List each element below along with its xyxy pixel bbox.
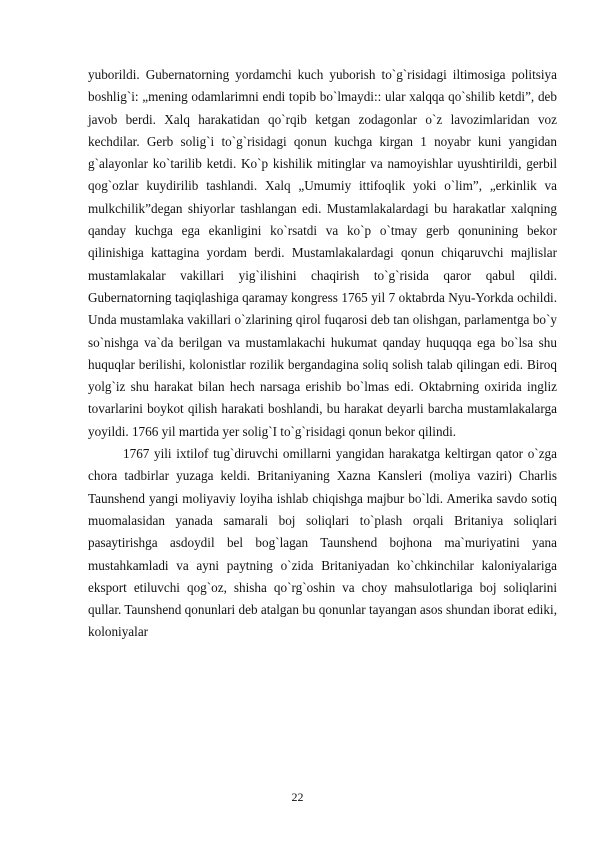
page-number: 22 (291, 790, 304, 804)
page-body (88, 64, 557, 644)
paragraph-2: 1767 yili ixtilof tug`diruvchi omillarni yangidan harakatga keltirgan qator o`zga chora tadbirlar yuzaga keldi. Britaniyaning Xazna Kansleri (moliya vaziri) Charlis Taunshend yangi moliyaviy loyiha ishlab chiqishga majbur bo`ldi. Amerika savdo sotiq muomalasidan yanada samarali boj soliqlari to`plash orqali Britaniya soliqlari pasaytirishga asdoydil bel bog`lagan Taunshend bojhona ma`muriyatini yana mustahkamladi va ayni paytning o`zida Britaniyadan ko`chkinchilar kaloniyalariga eksport etiluvchi qog`oz, shisha qo`rg`oshin va choy mahsulotlariga boj soliqlarini qullar. Taunshend qonunlari deb atalgan bu qonunlar tayangan asos shundan iborat ediki, koloniyalar (88, 446, 557, 640)
paragraph-1: yuborildi. Gubernatorning yordamchi kuch yuborish to`g`risidagi iltimosiga politsiya boshlig`i: „mening odamlarimni endi topib bo`lmaydi:: ular xalqqa qo`shilib ketdi”, deb javob berdi. Xalq harakatidan qo`rqib ketgan zodagonlar o`z lavozimlaridan voz kechdilar. Gerb solig`i to`g`risidagi qonun kuchga kirgan 1 noyabr kuni yangidan g`alayonlar ko`tarilib ketdi. Ko`p kishilik mitinglar va namoyishlar uyushtirildi, gerbil qog`ozlar kuydirilib tashlandi. Xalq „Umumiy ittifoqlik yoki o`lim”, „erkinlik va mulkchilik”degan shiyorlar tashlangan edi. Mustamlakalardagi bu harakatlar xalqning qanday kuchga ega ekanligini ko`rsatdi va ko`p o`tmay gerb qonunining bekor qilinishiga kattagina yordam berdi. Mustamlakalardagi qonun chiqaruvchi majlislar mustamlakalar vakillari yig`ilishini chaqirish to`g`risida qaror qabul qildi. Gubernatorning taqiqlashiga qaramay kongress 1765 yil 7 oktabrda Nyu-Yorkda ochildi. Unda mustamlaka vakillari o`zlarining qirol fuqarosi deb tan olishgan, parlamentga bo`y so`nishga va`da berilgan va mustamlakachi hukumat qanday huquqqa ega bo`lsa shu huquqlar berilishi, kolonistlar rozilik bergandagina soliq solish talab qilingan edi. Biroq yolg`iz shu harakat bilan hech narsaga erishib bo`lmas edi. Oktabrning oxirida ingliz tovarlarini boykot qilish harakati boshlandi, bu harakat deyarli barcha mustamlakalarga yoyildi. 1766 yil martida yer solig`I to`g`risidagi qonun bekor qilindi. (88, 67, 557, 439)
